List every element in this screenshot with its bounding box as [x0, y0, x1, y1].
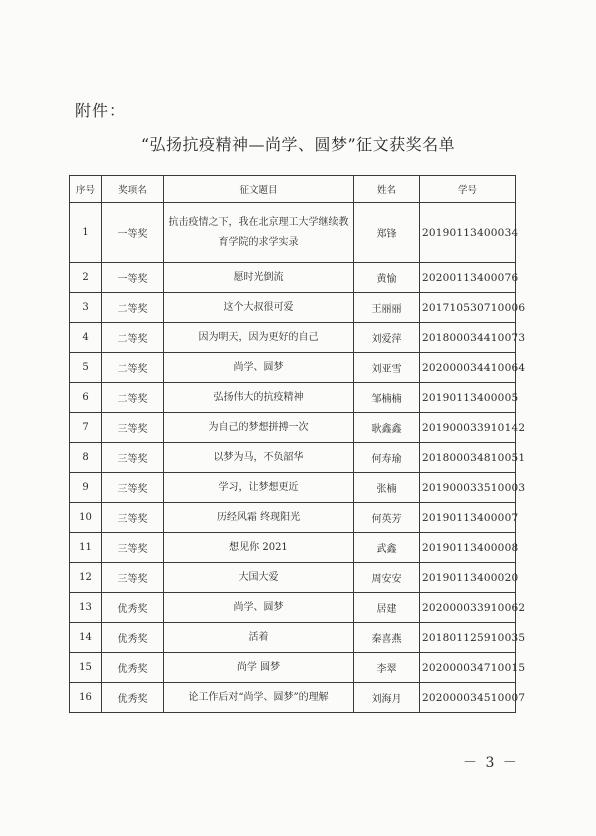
student-id-cell: 201710530710006	[420, 293, 516, 323]
award-cell: 二等奖	[102, 293, 164, 323]
name-cell: 何英芳	[354, 503, 420, 533]
award-cell: 优秀奖	[102, 623, 164, 653]
row-number-cell: 15	[70, 653, 102, 683]
essay-title-cell: 尚学、圆梦	[164, 353, 354, 383]
essay-title-cell: 这个大叔很可爱	[164, 293, 354, 323]
award-cell: 优秀奖	[102, 653, 164, 683]
column-header-essay-title: 征文题目	[164, 176, 354, 203]
essay-title-cell: 弘扬伟大的抗疫精神	[164, 383, 354, 413]
student-id-cell: 20190113400008	[420, 533, 516, 563]
table-row	[70, 323, 516, 353]
row-number-cell: 10	[70, 503, 102, 533]
award-cell: 三等奖	[102, 413, 164, 443]
row-number-cell: 16	[70, 683, 102, 713]
award-cell: 二等奖	[102, 383, 164, 413]
name-cell: 王丽丽	[354, 293, 420, 323]
row-number-cell: 2	[70, 263, 102, 293]
essay-title-cell: 学习，让梦想更近	[164, 473, 354, 503]
student-id-cell: 20190113400007	[420, 503, 516, 533]
name-cell: 居建	[354, 593, 420, 623]
row-number-cell: 1	[70, 203, 102, 263]
award-cell: 三等奖	[102, 443, 164, 473]
student-id-cell: 20190113400005	[420, 383, 516, 413]
row-number-cell: 13	[70, 593, 102, 623]
attachment-label: 附件：	[75, 101, 127, 120]
name-cell: 何寿瑜	[354, 443, 420, 473]
award-cell: 二等奖	[102, 323, 164, 353]
essay-title-cell: 以梦为马，不负韶华	[164, 443, 354, 473]
row-number-cell: 11	[70, 533, 102, 563]
table-row	[70, 383, 516, 413]
table-row	[70, 473, 516, 503]
table-row	[70, 653, 516, 683]
award-cell: 一等奖	[102, 203, 164, 263]
table-row	[70, 353, 516, 383]
student-id-cell: 202000034510007	[420, 683, 516, 713]
page-number: － 3 －	[463, 755, 519, 771]
name-cell: 周安安	[354, 563, 420, 593]
essay-title-cell: 为自己的梦想拼搏一次	[164, 413, 354, 443]
student-id-cell: 202000034710015	[420, 653, 516, 683]
student-id-cell: 201900033510003	[420, 473, 516, 503]
table-row	[70, 263, 516, 293]
award-cell: 一等奖	[102, 263, 164, 293]
column-header-student-id: 学号	[420, 176, 516, 203]
essay-title-cell: 抗击疫情之下，我在北京理工大学继续教育学院的求学实录	[164, 203, 354, 263]
award-cell: 三等奖	[102, 503, 164, 533]
document-title: “弘扬抗疫精神—尚学、圆梦”征文获奖名单	[140, 135, 456, 154]
award-cell: 三等奖	[102, 533, 164, 563]
row-number-cell: 3	[70, 293, 102, 323]
student-id-cell: 202000033910062	[420, 593, 516, 623]
name-cell: 秦喜燕	[354, 623, 420, 653]
essay-title-cell: 活着	[164, 623, 354, 653]
essay-title-cell: 因为明天，因为更好的自己	[164, 323, 354, 353]
row-number-cell: 12	[70, 563, 102, 593]
award-cell: 优秀奖	[102, 593, 164, 623]
student-id-cell: 20190113400034	[420, 203, 516, 263]
name-cell: 郑锋	[354, 203, 420, 263]
table-row	[70, 683, 516, 713]
row-number-cell: 4	[70, 323, 102, 353]
name-cell: 邹楠楠	[354, 383, 420, 413]
essay-title-cell: 愿时光倒流	[164, 263, 354, 293]
column-header-award: 奖项名	[102, 176, 164, 203]
row-number-cell: 8	[70, 443, 102, 473]
table-row	[70, 593, 516, 623]
name-cell: 武鑫	[354, 533, 420, 563]
table-row	[70, 293, 516, 323]
name-cell: 耿鑫鑫	[354, 413, 420, 443]
essay-title-cell: 历经风霜 终现阳光	[164, 503, 354, 533]
name-cell: 刘海月	[354, 683, 420, 713]
student-id-cell: 20200113400076	[420, 263, 516, 293]
student-id-cell: 202000034410064	[420, 353, 516, 383]
student-id-cell: 201801125910035	[420, 623, 516, 653]
name-cell: 张楠	[354, 473, 420, 503]
table-row	[70, 413, 516, 443]
column-header-name: 姓名	[354, 176, 420, 203]
column-header-number: 序号	[70, 176, 102, 203]
row-number-cell: 14	[70, 623, 102, 653]
essay-title-cell: 论工作后对“尚学、圆梦”的理解	[164, 683, 354, 713]
student-id-cell: 201800034810051	[420, 443, 516, 473]
award-list-table	[69, 175, 526, 713]
name-cell: 黄愉	[354, 263, 420, 293]
table-row	[70, 203, 516, 263]
award-cell: 优秀奖	[102, 683, 164, 713]
name-cell: 刘爱萍	[354, 323, 420, 353]
student-id-cell: 201900033910142	[420, 413, 516, 443]
table-header-row	[70, 176, 516, 203]
row-number-cell: 6	[70, 383, 102, 413]
name-cell: 李翠	[354, 653, 420, 683]
table-row	[70, 443, 516, 473]
row-number-cell: 9	[70, 473, 102, 503]
student-id-cell: 201800034410073	[420, 323, 516, 353]
table-row	[70, 533, 516, 563]
table-row	[70, 503, 516, 533]
essay-title-cell: 大国大爱	[164, 563, 354, 593]
award-cell: 二等奖	[102, 353, 164, 383]
table-row	[70, 623, 516, 653]
essay-title-cell: 尚学、圆梦	[164, 593, 354, 623]
award-cell: 三等奖	[102, 563, 164, 593]
student-id-cell: 20190113400020	[420, 563, 516, 593]
table-row	[70, 563, 516, 593]
name-cell: 刘亚雪	[354, 353, 420, 383]
row-number-cell: 7	[70, 413, 102, 443]
award-cell: 三等奖	[102, 473, 164, 503]
essay-title-cell: 尚学 圆梦	[164, 653, 354, 683]
essay-title-cell: 想见你 2021	[164, 533, 354, 563]
row-number-cell: 5	[70, 353, 102, 383]
